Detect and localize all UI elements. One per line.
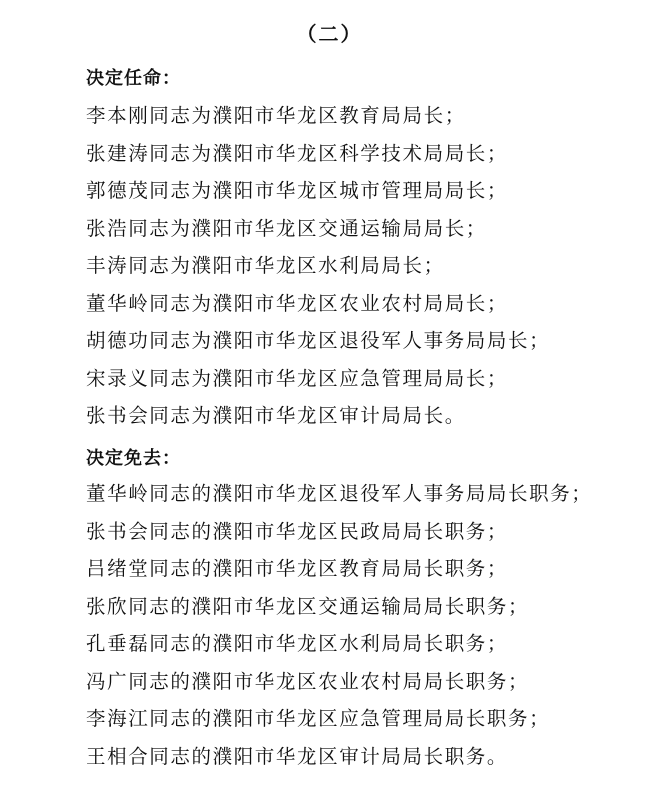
dismissal-heading: 决定免去： [86,448,181,469]
appointment-item: 张浩同志为濮阳市华龙区交通运输局局长； [86,216,487,240]
appointment-item: 张书会同志为濮阳市华龙区审计局局长。 [86,404,466,427]
appointment-item: 张建涛同志为濮阳市华龙区科学技术局局长； [86,141,509,165]
appointment-item: 李本刚同志为濮阳市华龙区教育局局长； [86,104,466,127]
appointment-item: 胡德功同志为濮阳市华龙区退役军人事务局局长； [86,329,551,352]
appointment-heading: 决定任命： [86,68,181,89]
appointment-item: 宋录义同志为濮阳市华龙区应急管理局局长； [86,366,509,390]
appointment-list [86,97,550,435]
dismissal-item: 吕绪堂同志的濮阳市华龙区教育局局长职务； [86,557,509,580]
dismissal-item: 张欣同志的濮阳市华龙区交通运输局局长职务； [86,594,530,618]
dismissal-item: 董华岭同志的濮阳市华龙区退役军人事务局局长职务； [86,482,593,505]
dismissal-item: 冯广同志的濮阳市华龙区农业农村局局长职务； [86,669,530,693]
section-title: （二） [296,22,363,46]
dismissal-item: 李海江同志的濮阳市华龙区应急管理局局长职务； [86,707,551,730]
appointment-item: 郭德茂同志为濮阳市华龙区城市管理局局长； [86,179,509,202]
dismissal-list [86,475,592,775]
appointment-item: 董华岭同志为濮阳市华龙区农业农村局局长； [86,291,509,315]
dismissal-item: 张书会同志的濮阳市华龙区民政局局长职务； [86,519,509,543]
appointment-item: 丰涛同志为濮阳市华龙区水利局局长； [86,254,445,277]
dismissal-item: 王相合同志的濮阳市华龙区审计局局长职务。 [86,744,509,768]
dismissal-item: 孔垂磊同志的濮阳市华龙区水利局局长职务； [86,632,509,655]
